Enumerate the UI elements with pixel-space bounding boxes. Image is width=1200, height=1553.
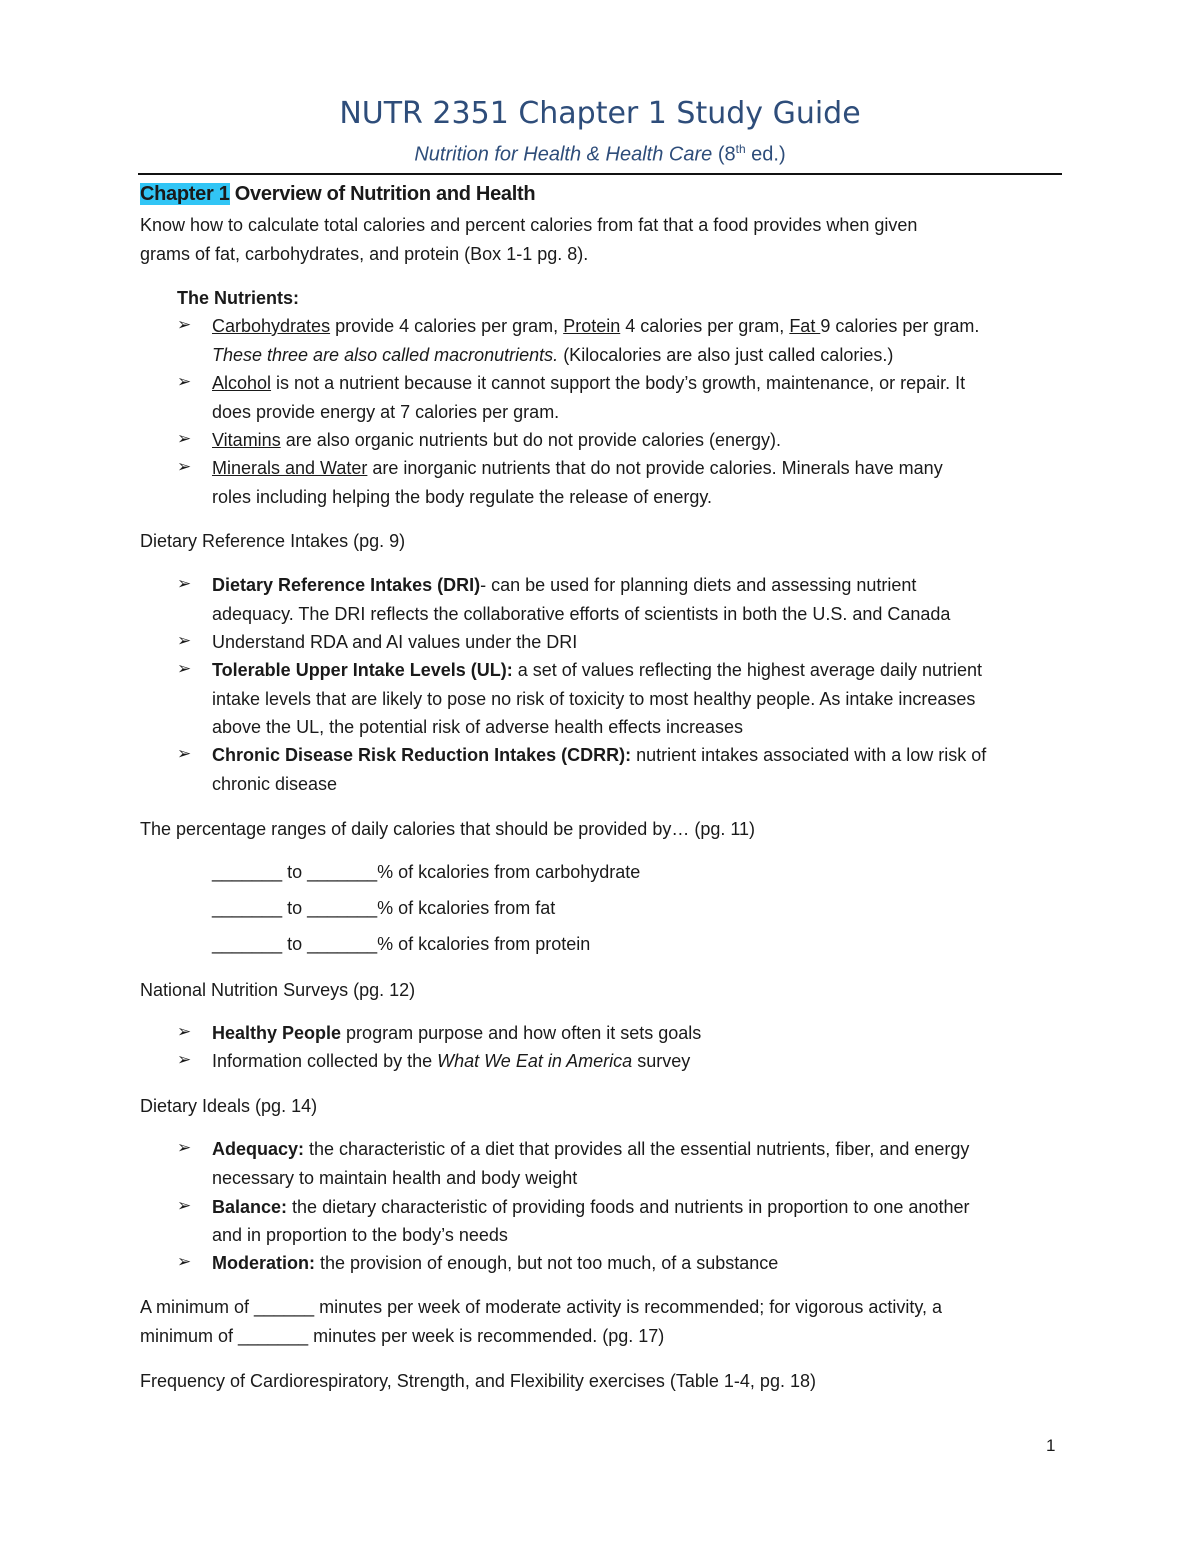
dri-bullet: Chronic Disease Risk Reduction Intakes (CDRR): nutrient intakes associated with a low risk of [212, 745, 987, 765]
dri-bullet: Tolerable Upper Intake Levels (UL): a set of values reflecting the highest average daily nutrient [212, 660, 983, 680]
arrowhead-bullet-icon: ➢ [177, 1138, 192, 1157]
nutrient-bullet-cont: does provide energy at 7 calories per gram. [212, 402, 560, 422]
dri-bullet: Dietary Reference Intakes (DRI)- can be used for planning diets and assessing nutrient [212, 575, 917, 595]
nutrient-bullet: Alcohol is not a nutrient because it cannot support the body’s growth, maintenance, or repair. It [212, 373, 966, 393]
dri-bullet-cont: chronic disease [212, 774, 338, 794]
ideal-bullet: Moderation: the provision of enough, but not too much, of a substance [212, 1253, 779, 1273]
arrowhead-bullet-icon: ➢ [177, 315, 192, 334]
survey-bullet: Information collected by the What We Eat in America survey [212, 1051, 691, 1071]
arrowhead-bullet-icon: ➢ [177, 574, 192, 593]
arrowhead-bullet-icon: ➢ [177, 1196, 192, 1215]
ranges-heading: The percentage ranges of daily calories that should be provided by… (pg. 11) [140, 819, 756, 839]
ideals-heading: Dietary Ideals (pg. 14) [140, 1096, 318, 1116]
activity-line: minimum of _______ minutes per week is recommended. (pg. 17) [140, 1326, 665, 1346]
arrowhead-bullet-icon: ➢ [177, 372, 192, 391]
arrowhead-bullet-icon: ➢ [177, 631, 192, 650]
nutrient-bullet: Carbohydrates provide 4 calories per gram, Protein 4 calories per gram, Fat 9 calories per gram. [212, 316, 980, 336]
range-fill-in: _______ to _______% of kcalories from protein [212, 934, 591, 954]
ideal-bullet: Adequacy: the characteristic of a diet that provides all the essential nutrients, fiber, and energy [212, 1139, 970, 1159]
surveys-heading: National Nutrition Surveys (pg. 12) [140, 980, 416, 1000]
title-divider [138, 173, 1062, 175]
chapter-intro-line: Know how to calculate total calories and percent calories from fat that a food provides when given [140, 215, 918, 235]
nutrient-bullet-cont: These three are also called macronutrients. (Kilocalories are also just called calories.) [212, 345, 894, 365]
arrowhead-bullet-icon: ➢ [177, 429, 192, 448]
arrowhead-bullet-icon: ➢ [177, 1022, 192, 1041]
dri-bullet: Understand RDA and AI values under the DRI [212, 632, 578, 652]
arrowhead-bullet-icon: ➢ [177, 659, 192, 678]
range-fill-in: _______ to _______% of kcalories from carbohydrate [212, 862, 641, 882]
chapter-heading: Chapter 1 Overview of Nutrition and Health [140, 183, 536, 205]
frequency-line: Frequency of Cardiorespiratory, Strength, and Flexibility exercises (Table 1-4, pg. 18) [140, 1371, 816, 1391]
ideal-bullet: Balance: the dietary characteristic of providing foods and nutrients in proportion to one another [212, 1197, 970, 1217]
range-fill-in: _______ to _______% of kcalories from fat [212, 898, 556, 918]
dri-bullet-cont: intake levels that are likely to pose no risk of toxicity to most healthy people. As intake increases [212, 689, 976, 709]
dri-bullet-cont: adequacy. The DRI reflects the collaborative efforts of scientists in both the U.S. and Canada [212, 604, 951, 624]
nutrient-bullet: Minerals and Water are inorganic nutrients that do not provide calories. Minerals have many [212, 458, 943, 478]
book-title: Nutrition for Health & Health Care [414, 143, 713, 166]
dri-bullet-cont: above the UL, the potential risk of adverse health effects increases [212, 717, 743, 737]
chapter-intro-line: grams of fat, carbohydrates, and protein (Box 1-1 pg. 8). [140, 244, 589, 264]
document-title: NUTR 2351 Chapter 1 Study Guide [339, 96, 861, 131]
arrowhead-bullet-icon: ➢ [177, 744, 192, 763]
activity-line: A minimum of ______ minutes per week of moderate activity is recommended; for vigorous activity, a [140, 1297, 943, 1317]
arrowhead-bullet-icon: ➢ [177, 1050, 192, 1069]
chapter-label-highlight: Chapter 1 [140, 183, 230, 205]
ideal-bullet-cont: and in proportion to the body’s needs [212, 1225, 508, 1245]
nutrient-bullet: Vitamins are also organic nutrients but do not provide calories (energy). [212, 430, 781, 450]
document-subtitle: Nutrition for Health & Health Care (8th ed.) [414, 142, 786, 166]
nutrient-bullet-cont: roles including helping the body regulate the release of energy. [212, 487, 713, 507]
dri-heading: Dietary Reference Intakes (pg. 9) [140, 531, 406, 551]
ideal-bullet-cont: necessary to maintain health and body weight [212, 1168, 578, 1188]
arrowhead-bullet-icon: ➢ [177, 457, 192, 476]
page-number: 1 [1046, 1436, 1056, 1455]
survey-bullet: Healthy People program purpose and how often it sets goals [212, 1023, 702, 1043]
nutrients-heading: The Nutrients: [177, 288, 300, 308]
arrowhead-bullet-icon: ➢ [177, 1252, 192, 1271]
